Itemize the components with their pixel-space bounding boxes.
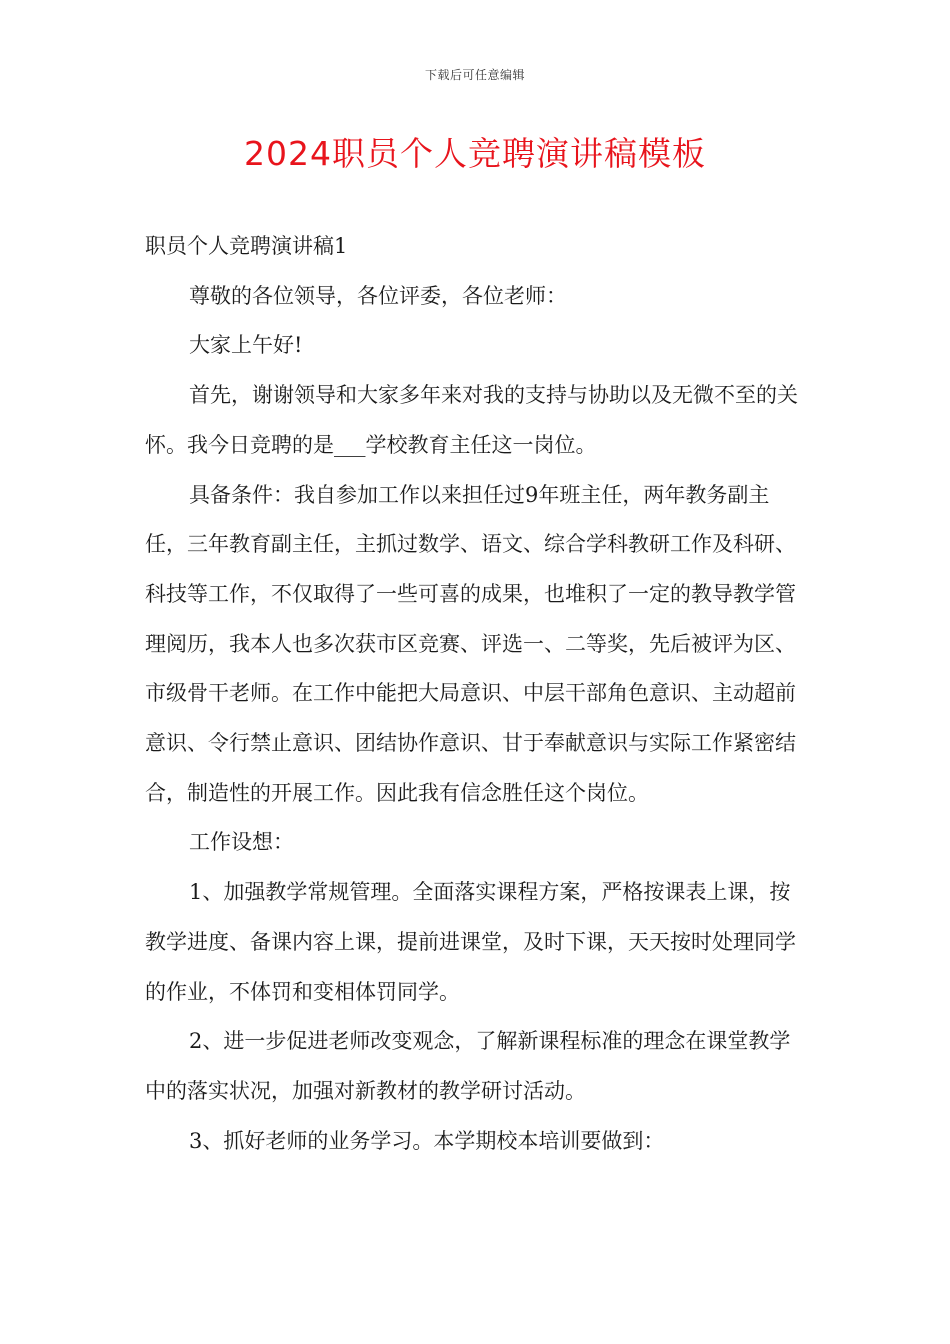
paragraph-plan-item-2: 2、进一步促进老师改变观念，了解新课程标准的理念在课堂教学中的落实状况，加强对新教材的教学研讨活动。 xyxy=(145,1029,791,1103)
paragraph-greeting: 大家上午好! xyxy=(189,333,303,358)
paragraph-qualifications: 具备条件：我自参加工作以来担任过9年班主任，两年教务副主任，三年教育副主任，主抓过数学、语文、综合学科教研工作及科研、科技等工作，不仅取得了一些可喜的成果，也堆积了一定的教导教学管理阅历，我本人也多次获市区竞赛、评选一、二等奖，先后被评为区、市级骨干老师。在工作中能把大局意识、中层干部角色意识、主动超前意识、令行禁止意识、团结协作意识、甘于奉献意识与实际工作紧密结合，制造性的开展工作。因此我有信念胜任这个岗位。 xyxy=(145,482,796,805)
header-note: 下载后可任意编辑 xyxy=(424,68,525,82)
paragraph-plan-item-1: 1、加强教学常规管理。全面落实课程方案，严格按课表上课，按教学进度、备课内容上课，提前进课堂，及时下课，天天按时处理同学的作业，不体罚和变相体罚同学。 xyxy=(145,880,796,1004)
paragraph-work-plan-heading: 工作设想： xyxy=(189,830,294,855)
paragraph-salutation: 尊敬的各位领导，各位评委，各位老师： xyxy=(189,283,567,308)
paragraph-thanks: 首先，谢谢领导和大家多年来对我的支持与协助以及无微不至的关怀。我今日竞聘的是___学校教育主任这一岗位。 xyxy=(145,383,798,457)
document-body xyxy=(145,222,810,1166)
paragraph-plan-item-3: 3、抓好老师的业务学习。本学期校本培训要做到： xyxy=(189,1128,665,1153)
section-heading: 职员个人竞聘演讲稿1 xyxy=(145,234,348,258)
document-title: 2024职员个人竞聘演讲稿模板 xyxy=(244,134,706,173)
